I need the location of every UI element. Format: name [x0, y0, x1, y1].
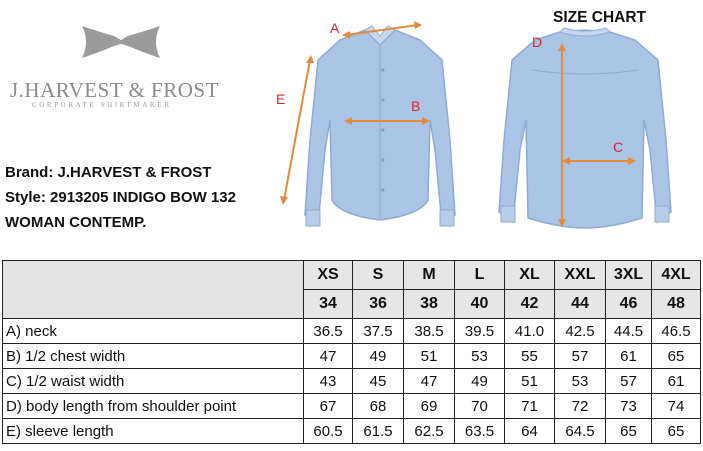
style-line: Style: 2913205 INDIGO BOW 132 [5, 189, 236, 206]
size-letter: M [404, 261, 455, 290]
table-cell: 43 [304, 369, 353, 394]
table-cell: 60.5 [304, 419, 353, 444]
table-cell: 61.5 [353, 419, 404, 444]
table-cell: 68 [353, 394, 404, 419]
table-cell: 71 [505, 394, 555, 419]
size-number: 38 [404, 290, 455, 319]
table-cell: 53 [455, 344, 505, 369]
table-cell: 72 [555, 394, 606, 419]
table-cell: 36.5 [304, 319, 353, 344]
table-cell: 51 [404, 344, 455, 369]
table-row [3, 419, 701, 444]
row-label: A) neck [3, 319, 304, 344]
table-cell: 64.5 [555, 419, 606, 444]
row-label: B) 1/2 chest width [3, 344, 304, 369]
size-number: 46 [606, 290, 652, 319]
label-d: D [532, 34, 543, 50]
label-c: C [613, 139, 624, 155]
label-b: B [411, 98, 421, 114]
table-cell: 63.5 [455, 419, 505, 444]
table-cell: 65 [606, 419, 652, 444]
table-cell: 65 [652, 344, 701, 369]
table-cell: 45 [353, 369, 404, 394]
table-row [3, 344, 701, 369]
table-cell: 73 [606, 394, 652, 419]
size-number: 36 [353, 290, 404, 319]
table-cell: 74 [652, 394, 701, 419]
table-cell: 51 [505, 369, 555, 394]
size-letter: XL [505, 261, 555, 290]
table-cell: 53 [555, 369, 606, 394]
table-cell: 49 [455, 369, 505, 394]
table-cell: 64 [505, 419, 555, 444]
table-cell: 70 [455, 394, 505, 419]
table-cell: 67 [304, 394, 353, 419]
table-cell: 65 [652, 419, 701, 444]
row-label: C) 1/2 waist width [3, 369, 304, 394]
table-row [3, 319, 701, 344]
size-letter: XS [304, 261, 353, 290]
table-cell: 46.5 [652, 319, 701, 344]
table-cell: 47 [404, 369, 455, 394]
size-letter: 3XL [606, 261, 652, 290]
size-letter: L [455, 261, 505, 290]
brand-logo-name: J.HARVEST & FROST [10, 78, 219, 102]
table-cell: 44.5 [606, 319, 652, 344]
size-number: 48 [652, 290, 701, 319]
bow-tie-icon [80, 22, 162, 62]
table-cell: 55 [505, 344, 555, 369]
size-number: 42 [505, 290, 555, 319]
table-cell: 39.5 [455, 319, 505, 344]
table-cell: 57 [555, 344, 606, 369]
size-number: 40 [455, 290, 505, 319]
header-blank-cell [3, 261, 304, 319]
table-cell: 38.5 [404, 319, 455, 344]
shirt-diagram [270, 0, 703, 258]
row-label: E) sleeve length [3, 419, 304, 444]
size-letter-row [3, 261, 701, 290]
table-cell: 41.0 [505, 319, 555, 344]
table-row [3, 394, 701, 419]
row-label: D) body length from shoulder point [3, 394, 304, 419]
label-a: A [330, 20, 340, 36]
brand-line: Brand: J.HARVEST & FROST [5, 164, 212, 181]
table-cell: 62.5 [404, 419, 455, 444]
size-letter: XXL [555, 261, 606, 290]
table-cell: 47 [304, 344, 353, 369]
back-shirt-image [499, 28, 671, 228]
front-shirt-image [305, 26, 455, 226]
table-cell: 69 [404, 394, 455, 419]
product-info [5, 160, 236, 235]
size-letter: 4XL [652, 261, 701, 290]
brand-logo [0, 0, 290, 150]
size-chart-title: SIZE CHART [553, 9, 646, 26]
table-row [3, 369, 701, 394]
category-line: WOMAN CONTEMP. [5, 214, 147, 231]
size-letter: S [353, 261, 404, 290]
brand-logo-tagline: CORPORATE SHIRTMAKER [32, 101, 172, 109]
table-cell: 49 [353, 344, 404, 369]
size-number: 44 [555, 290, 606, 319]
table-cell: 42.5 [555, 319, 606, 344]
table-cell: 61 [606, 344, 652, 369]
label-e: E [276, 91, 286, 107]
table-cell: 57 [606, 369, 652, 394]
size-number: 34 [304, 290, 353, 319]
size-table [2, 260, 701, 444]
table-cell: 37.5 [353, 319, 404, 344]
table-cell: 61 [652, 369, 701, 394]
